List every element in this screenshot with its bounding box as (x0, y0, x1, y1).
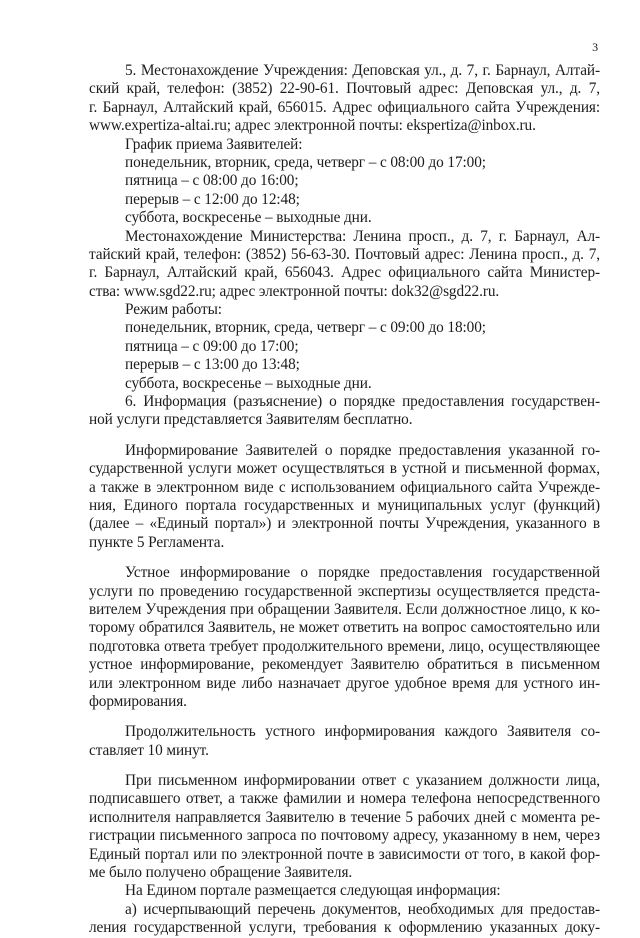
text-line: 5. Местонахождение Учреждения: Деповская ул., д. 7, г. Барнаул, Алтай- (125, 62, 600, 79)
text-line: ния, Единого портала государственных и муниципальных услуг (функций) (89, 496, 600, 514)
text-line: перерыв – с 13:00 до 13:48; (125, 356, 300, 374)
paragraph (89, 723, 600, 760)
paragraph (89, 442, 600, 552)
paragraph (89, 62, 600, 136)
paragraph (89, 901, 600, 938)
text-line: пункте 5 Регламента. (89, 533, 225, 551)
text-line: График приема Заявителей: (125, 135, 303, 153)
text-line: Режим работы: (125, 301, 222, 319)
text-line: На Едином портале размещается следующая информация: (125, 882, 501, 900)
text-line: формирования. (89, 692, 187, 710)
text-line: тайский край, телефон: (3852) 56-63-30. Почтовый адрес: Ленина просп., д. 7, (89, 245, 600, 263)
paragraph-spacer (89, 430, 600, 442)
text-line: Единый портал или по электронной почте в зависимости от того, в какой фор- (89, 845, 600, 863)
text-line: устное информирование, рекомендует Заявителю обратиться в письменном (89, 656, 600, 674)
text-line: понедельник, вторник, среда, четверг – с 08:00 до 17:00; (125, 153, 486, 171)
text-line: www.expertiza-altai.ru; адрес электронной почты: ekspertiza@inbox.ru. (89, 117, 536, 135)
text-line: Устное информирование о порядке предоставления государственной (125, 564, 600, 582)
text-line: подписавшего ответ, а также фамилии и номера телефона непосредственного (89, 790, 600, 808)
text-line: вителем Учреждения при обращении Заявителя. Если должностное лицо, к ко- (89, 600, 600, 618)
text-line: исполнителя направляется Заявителю в течение 5 рабочих дней с момента ре- (89, 808, 600, 826)
text-line: ский край, телефон: (3852) 22-90-61. Почтовый адрес: Деповская ул., д. 7, (89, 80, 600, 98)
text-line: пятница – с 09:00 до 17:00; (125, 337, 299, 355)
text-line: пятница – с 08:00 до 16:00; (125, 172, 299, 190)
paragraph (89, 393, 600, 430)
text-line: (далее – «Единый портал») и электронной почты Учреждения, указанного в (89, 515, 600, 533)
paragraph (89, 772, 600, 882)
text-line: гистрации письменного запроса по почтовому адресу, указанному в нем, через (89, 827, 600, 845)
text-line: суббота, воскресенье – выходные дни. (125, 374, 372, 392)
text-line: а) исчерпывающий перечень документов, необходимых для предостав- (125, 900, 600, 918)
text-line: ставляет 10 минут. (89, 741, 209, 759)
document-body (89, 62, 600, 938)
text-line: понедельник, вторник, среда, четверг – с 09:00 до 18:00; (125, 319, 486, 337)
text-line: а также в электронном виде с использованием официального сайта Учрежде- (89, 478, 600, 496)
paragraph (89, 882, 600, 900)
paragraph (89, 301, 600, 393)
text-line: сударственной услуги может осуществляться в устной и письменной формах, (89, 460, 600, 478)
paragraph (89, 564, 600, 711)
text-line: ления государственной услуги, требования к оформлению указанных доку- (89, 919, 600, 937)
paragraph-spacer (89, 711, 600, 723)
text-line: торому обратился Заявитель, не может ответить на вопрос самостоятельно или (89, 619, 600, 637)
text-line: услуги по проведению государственной экспертизы осуществляется предста- (89, 582, 600, 600)
text-line: ной услуги представляется Заявителям бесплатно. (89, 411, 413, 429)
paragraph (89, 228, 600, 302)
text-line: Продолжительность устного информирования каждого Заявителя со- (125, 723, 600, 741)
paragraph-spacer (89, 760, 600, 772)
text-line: суббота, воскресенье – выходные дни. (125, 209, 372, 227)
text-line: ства: www.sgd22.ru; адрес электронной почты: dok32@sgd22.ru. (89, 282, 500, 300)
text-line: 6. Информация (разъяснение) о порядке предоставления государствен- (125, 393, 600, 411)
text-line: подготовка ответа требует продолжительного времени, лицо, осуществляющее (89, 637, 600, 655)
text-line: г. Барнаул, Алтайский край, 656043. Адрес официального сайта Министер- (89, 264, 600, 282)
paragraph (89, 136, 600, 228)
paragraph-spacer (89, 552, 600, 564)
text-line: При письменном информировании ответ с указанием должности лица, (125, 772, 600, 790)
text-line: Информирование Заявителей о порядке предоставления указанной го- (125, 441, 600, 459)
page-number: 3 (592, 40, 598, 54)
text-line: ме было получено обращение Заявителя. (89, 864, 353, 882)
text-line: перерыв – с 12:00 до 12:48; (125, 190, 300, 208)
text-line: или электронном виде либо назначает другое удобное время для устного ин- (89, 674, 600, 692)
text-line: г. Барнаул, Алтайский край, 656015. Адрес официального сайта Учреждения: (89, 98, 600, 116)
text-line: Местонахождение Министерства: Ленина просп., д. 7, г. Барнаул, Ал- (125, 227, 600, 245)
